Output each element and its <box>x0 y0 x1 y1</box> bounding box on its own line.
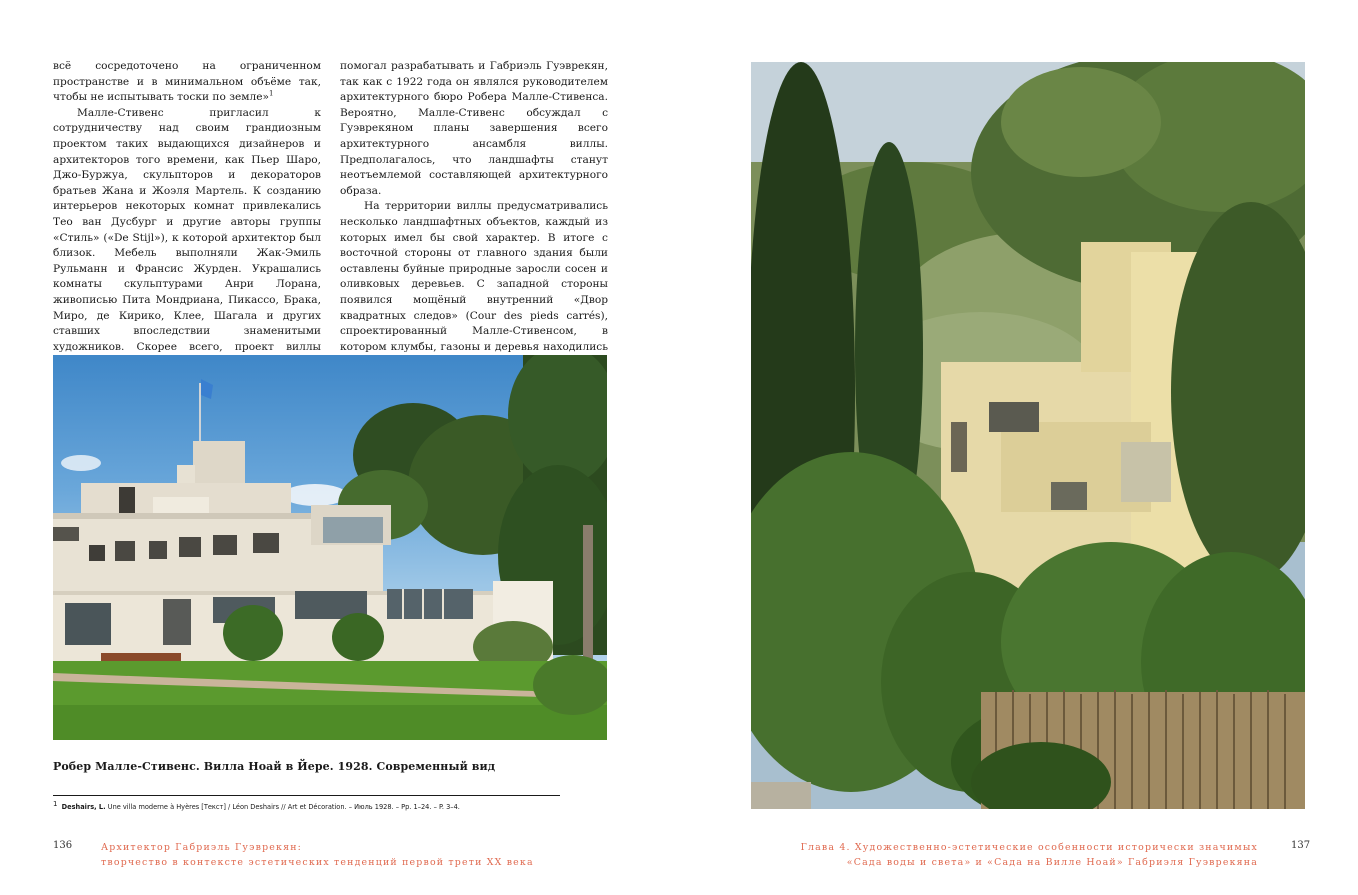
running-head-left <box>101 840 534 870</box>
footnote-text: Une villa moderne à Hyères [Текст] / Léon Deshairs // Art et Décoration. – Июль 1928. – Pp. 1–24. – P. 3–4. <box>107 803 460 811</box>
right-text-column <box>340 59 608 371</box>
paragraph: помогал разрабатывать и Габриэль Гуэврекян, так как с 1922 года он являлся руководителем архитектурного бюро Робера Малле-Стивенса. Вероятно, Малле-Стивенс обсуждал с Гуэврекяном планы завершения всего архитектурного ансамбля виллы. Предполагалось, что ландшафты станут неотъемлемой составляющей архитектурного образа. <box>340 60 608 197</box>
footnote-author: Deshairs, L. <box>61 803 106 811</box>
footnote-number: 1 <box>53 799 58 808</box>
running-head-line: «Сада воды и света» и «Сада на Вилле Ноай» Габриэля Гуэврекяна <box>846 857 1258 868</box>
page-number-right: 137 <box>1291 840 1311 851</box>
villa-garden-photo <box>751 62 1305 809</box>
paragraph: всё сосредоточено на ограниченном пространстве и в минимальном объёме так, чтобы не испытывать тоски по земле»$^1$ <box>53 60 321 104</box>
left-text-column <box>53 59 321 371</box>
footnote-divider <box>53 795 560 796</box>
running-head-line: творчество в контексте эстетических тенденций первой трети XX века <box>101 857 534 868</box>
paragraph: На территории виллы предусматривались несколько ландшафтных объектов, каждый из которых имел бы свой характер. В итоге с восточной стороны от главного здания были оставлены буйные природные заросли сосен и оливковых деревьев. С западной стороны появился мощёный внутренний «Двор квадратных следов» (Cour des pieds carrés), спроектированный Малле-Стивенсом, в котором клумбы, газоны и деревья находились <box>340 200 608 353</box>
footnote <box>53 799 460 811</box>
villa-noailles-photo <box>53 355 607 740</box>
page-number-left: 136 <box>53 840 73 851</box>
running-head-right <box>801 840 1258 870</box>
footnote-marker: 1 <box>268 89 274 98</box>
photo-caption: Робер Малле-Стивенс. Вилла Ноай в Йере. 1928. Современный вид <box>53 760 496 773</box>
running-head-line: Глава 4. Художественно-эстетические особенности исторически значимых <box>800 842 1258 853</box>
running-head-line: Архитектор Габриэль Гуэврекян: <box>101 842 303 853</box>
paragraph: Малле-Стивенс пригласил к сотрудничеству над своим грандиозным проектом таких выдающихся дизайнеров и архитекторов того времени, как Пьер Шаро, Джо-Буржуа, скульпторов и декораторов братьев Жана и Жоэля Мартель. К созданию интерьеров некоторых комнат привлекались Тео ван Дусбург и другие авторы группы «Стиль» («De Stijl»), к которой архитектор был близок. Мебель выполняли Жак-Эмиль Рульманн и Франсис Журден. Украшались комнаты скульптурами Анри Лорана, живописью Пита Мондриана, Пикассо, Брака, Миро, де Кирико, Клее, Шагала и других ставших впоследствии знаменитыми художников. Скорее всего, проект виллы <box>53 106 321 353</box>
